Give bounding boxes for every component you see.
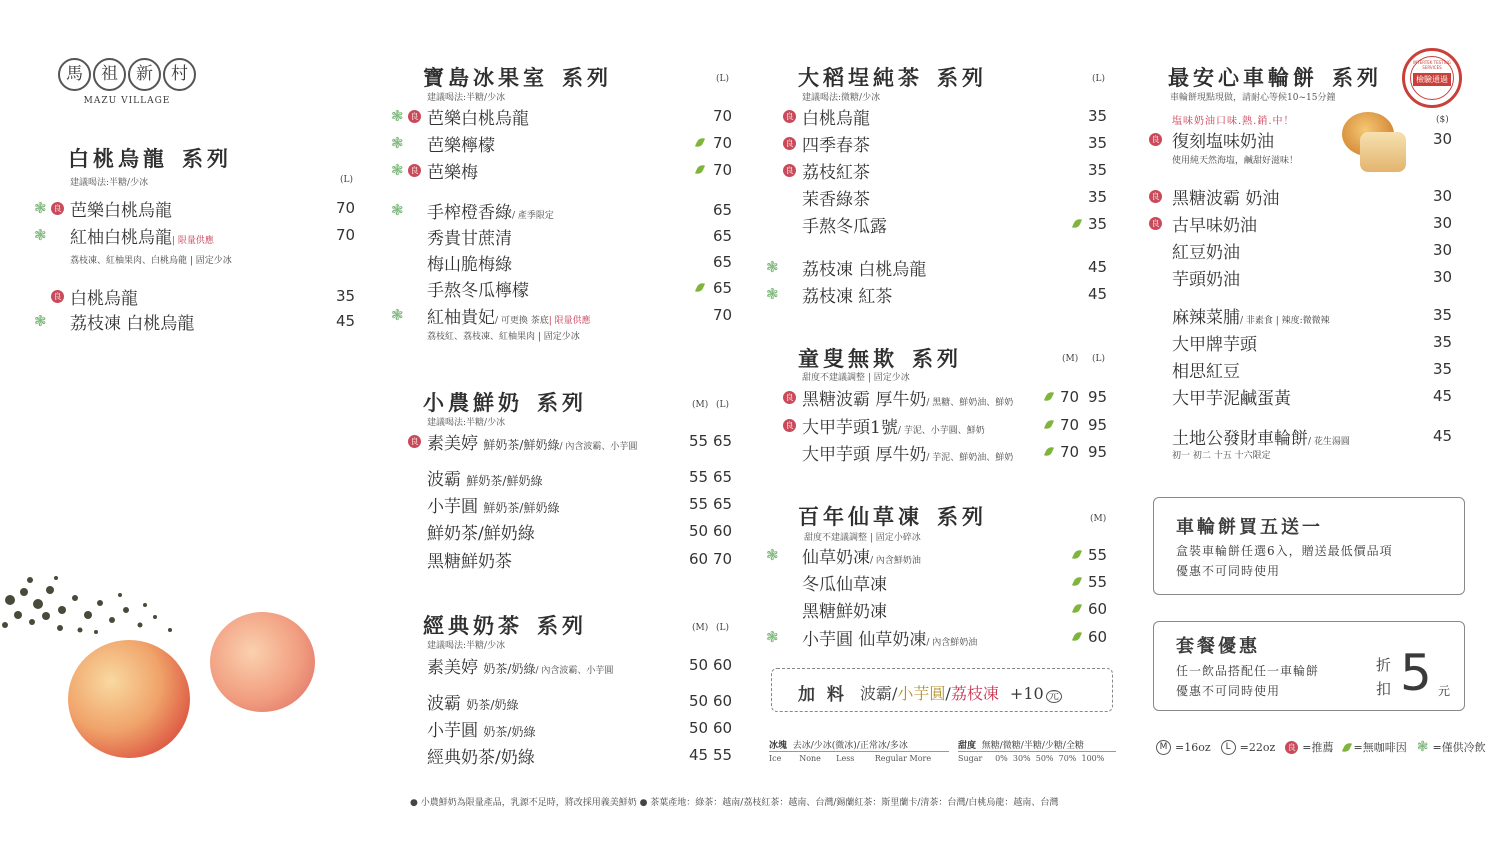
addon-item: 荔枝凍 xyxy=(950,684,999,703)
menu-item: 良 復刻塩味奶油 30 xyxy=(1136,127,1466,151)
promo-title: 套餐優惠 xyxy=(1176,636,1260,657)
recommend-icon: 良 xyxy=(783,391,796,404)
menu-item: 黑糖鮮奶茶 60 70 xyxy=(427,550,733,572)
menu-item: 良 白桃烏龍 35 xyxy=(34,284,364,308)
promo-line: 優惠不可同時使用 xyxy=(1176,564,1281,578)
snowflake-icon: ❃ xyxy=(1416,739,1429,755)
menu-item: 黑糖鮮奶凍 60 xyxy=(802,600,1108,622)
menu-item: ❃ 手榨橙香綠/ 產季限定 65 xyxy=(391,201,733,223)
section-title: 寶島冰果室 系列 xyxy=(423,65,612,90)
menu-item: 麻辣菜脯/ 非素食 | 辣度:微微辣 35 xyxy=(1172,306,1453,328)
snowflake-icon: ❃ xyxy=(766,628,779,646)
size-l-icon: L xyxy=(1221,740,1236,755)
item-note: 初一 初二 十五 十六限定 xyxy=(1172,451,1271,461)
menu-item: ❃ 紅柚貴妃/ 可更換 茶底| 限量供應 70 xyxy=(391,306,733,328)
sugar-legend: 甜度 無糖/微糖/半糖/少糖/全糖 xyxy=(958,738,1116,752)
section-title: 白桃烏龍 系列 xyxy=(68,146,232,171)
menu-item: ❃ 小芋圓 仙草奶凍/ 內含鮮奶油 60 xyxy=(766,628,1108,650)
size-l-label: (L) xyxy=(716,623,729,633)
menu-item: ❃ 良 芭樂白桃烏龍 70 xyxy=(391,107,733,129)
snowflake-icon: ❃ xyxy=(34,199,47,217)
size-m-icon: M xyxy=(1156,740,1171,755)
leaf-icon xyxy=(1072,602,1082,615)
menu-item: 良 素美婷 鮮奶茶/鮮奶綠/ 內含波霸、小芋圓 55 65 xyxy=(391,429,741,453)
size-l-label: (L) xyxy=(1092,354,1105,364)
recommend-icon: 良 xyxy=(1149,190,1162,203)
recommend-icon: 良 xyxy=(1149,217,1162,230)
promo-red-text: 塩味奶油口味.熱.銷.中！ xyxy=(1172,116,1295,127)
size-m-label: (M) xyxy=(1062,354,1079,364)
logo-char: 馬 xyxy=(58,58,91,91)
logo-char: 新 xyxy=(128,58,161,91)
menu-item: 大甲牌芋頭 35 xyxy=(1172,333,1453,355)
size-label: (L) xyxy=(716,74,729,84)
snowflake-icon: ❃ xyxy=(34,226,47,244)
size-l-label: (L) xyxy=(716,400,729,410)
leaf-icon xyxy=(695,136,705,149)
recommend-icon: 良 xyxy=(1285,741,1298,754)
section-sub: 建議喝法:半糖/少冰 xyxy=(427,93,506,103)
promo-line: 優惠不可同時使用 xyxy=(1176,684,1281,698)
section-title: 百年仙草凍 系列 xyxy=(798,504,987,529)
recommend-icon: 良 xyxy=(1149,133,1162,146)
menu-item: ❃ 荔枝凍 紅茶 45 xyxy=(766,285,1108,307)
item-note: 荔枝紅、荔枝凍、紅柚果肉 | 固定少冰 xyxy=(427,332,580,342)
recommend-icon: 良 xyxy=(783,164,796,177)
snowflake-icon: ❃ xyxy=(766,258,779,276)
promo-title: 車輪餅買五送一 xyxy=(1176,517,1323,538)
recommend-icon: 良 xyxy=(783,137,796,150)
menu-item: ❃ 紅柚白桃烏龍| 限量供應 70 xyxy=(34,226,356,248)
addon-unit: 元 xyxy=(1046,690,1062,703)
recommend-icon: 良 xyxy=(783,110,796,123)
leaf-icon xyxy=(1044,418,1054,431)
menu-item: 芋頭奶油 30 xyxy=(1172,268,1453,290)
logo-char: 祖 xyxy=(93,58,126,91)
size-label: (L) xyxy=(1092,74,1105,84)
recommend-icon: 良 xyxy=(51,202,64,215)
snowflake-icon: ❃ xyxy=(391,201,404,219)
addon-item: 波霸 xyxy=(860,684,893,703)
item-note: 荔枝凍、紅柚果肉、白桃烏龍 | 固定少冰 xyxy=(70,256,232,266)
snowflake-icon: ❃ xyxy=(34,312,47,330)
ice-legend: 冰塊 去冰/少冰(微冰)/正常冰/多冰 xyxy=(769,738,949,752)
recommend-icon: 良 xyxy=(51,290,64,303)
snowflake-icon: ❃ xyxy=(766,546,779,564)
section-title: 大稻埕純茶 系列 xyxy=(798,65,987,90)
menu-item: 良 古早味奶油 30 xyxy=(1136,211,1466,235)
size-m-label: (M) xyxy=(692,623,709,633)
menu-item: 波霸 鮮奶茶/鮮奶綠 55 65 xyxy=(427,468,733,490)
section-title: 最安心車輪餅 系列 xyxy=(1168,65,1382,90)
menu-item: 良 四季春茶 35 xyxy=(766,131,1116,155)
section-sub: 建議喝法:微糖/少冰 xyxy=(802,93,881,103)
menu-item: ❃ 荔枝凍 白桃烏龍 45 xyxy=(766,258,1108,280)
addon-item: 小芋圓 xyxy=(897,684,946,703)
sugar-legend-en: Sugar 0% 30% 50% 70% 100% xyxy=(958,754,1105,763)
section-sub: 車輪餅現點現做，請耐心等候10~15分鐘 xyxy=(1170,93,1336,103)
snowflake-icon: ❃ xyxy=(391,306,404,324)
menu-item: 小芋圓 奶茶/奶綠 50 60 xyxy=(427,719,733,741)
menu-item: 梅山脆梅綠 65 xyxy=(427,253,733,275)
logo xyxy=(58,58,196,106)
menu-item: 冬瓜仙草凍 55 xyxy=(802,573,1108,595)
leaf-icon xyxy=(1072,575,1082,588)
leaf-icon xyxy=(695,163,705,176)
menu-item: ❃ 荔枝凍 白桃烏龍 45 xyxy=(34,312,356,334)
leaf-icon xyxy=(1072,630,1082,643)
recommend-icon: 良 xyxy=(783,419,796,432)
discount-kou: 扣 xyxy=(1376,680,1392,698)
leaf-icon xyxy=(1072,548,1082,561)
menu-item: 相思紅豆 35 xyxy=(1172,360,1453,382)
section-title: 小農鮮奶 系列 xyxy=(423,390,587,415)
section-sub: 甜度不建議調整 | 固定少冰 xyxy=(802,373,910,383)
section-title: 童叟無欺 系列 xyxy=(798,346,962,371)
menu-item: 秀貴甘蔗清 65 xyxy=(427,227,733,249)
section-title: 經典奶茶 系列 xyxy=(423,613,587,638)
snowflake-icon: ❃ xyxy=(391,161,404,179)
snowflake-icon: ❃ xyxy=(391,107,404,125)
snowflake-icon: ❃ xyxy=(391,134,404,152)
menu-item: 茉香綠茶 35 xyxy=(802,188,1108,210)
size-label: (L) xyxy=(340,175,353,185)
section-sub: 建議喝法:半糖/少冰 xyxy=(70,178,149,188)
ice-legend-en: Ice None Less Regular More xyxy=(769,754,932,763)
size-m-label: (M) xyxy=(692,400,709,410)
menu-item: 良 大甲芋頭1號/ 芋泥、小芋圓、鮮奶 70 95 xyxy=(766,413,1116,437)
promo-line: 任一飲品搭配任一車輪餅 xyxy=(1176,664,1320,678)
menu-item: 紅豆奶油 30 xyxy=(1172,241,1453,263)
recommend-icon: 良 xyxy=(408,110,421,123)
section-sub: 建議喝法:半糖/少冰 xyxy=(427,418,506,428)
symbol-legend: M =16oz L =22oz 良 =推薦 =無咖啡因 ❃ =僅供冷飲 xyxy=(1156,739,1486,755)
item-note: 使用純天然海塩，鹹甜好滋味！ xyxy=(1172,156,1299,166)
menu-item: 大甲芋頭 厚牛奶/ 芋泥、鮮奶油、鮮奶 70 95 xyxy=(802,443,1108,465)
recommend-icon: 良 xyxy=(408,435,421,448)
promo-box-combo xyxy=(1153,621,1465,711)
menu-item: ❃ 芭樂檸檬 70 xyxy=(391,134,733,156)
menu-item: 良 黑糖波霸 奶油 30 xyxy=(1136,184,1466,208)
section-sub: 甜度不建議調整 | 固定小碎冰 xyxy=(804,533,921,543)
promo-box-buy5 xyxy=(1153,497,1465,595)
addon-price: +10 xyxy=(1009,684,1044,703)
menu-item: 經典奶茶/奶綠 45 55 xyxy=(427,746,733,768)
peach-image xyxy=(68,640,190,758)
menu-item: 良 荔枝紅茶 35 xyxy=(766,158,1116,182)
leaf-icon xyxy=(1072,217,1082,230)
menu-item: 素美婷 奶茶/奶綠/ 內含波霸、小芋圓 50 60 xyxy=(427,656,733,678)
leaf-icon xyxy=(1341,741,1351,754)
peach-image xyxy=(210,612,315,712)
size-m-label: (M) xyxy=(1090,514,1107,524)
menu-item: 良 白桃烏龍 35 xyxy=(766,104,1116,128)
addon-box: 加 料 波霸/小芋圓/荔枝凍 +10 元 xyxy=(771,668,1113,712)
discount-zhe: 折 xyxy=(1376,656,1392,674)
menu-item: ❃ 良 芭樂梅 70 xyxy=(391,161,733,183)
discount-unit: 元 xyxy=(1438,684,1451,698)
menu-item: 土地公發財車輪餅/ 花生湯圓 45 xyxy=(1172,427,1453,449)
leaf-icon xyxy=(1044,390,1054,403)
logo-en: MAZU VILLAGE xyxy=(83,96,171,106)
inspection-stamp: INTERTEK TESTING SERVICES 檢驗通過 xyxy=(1402,48,1462,108)
menu-item: 大甲芋泥鹹蛋黃 45 xyxy=(1172,387,1453,409)
leaf-icon xyxy=(695,281,705,294)
section-sub: 建議喝法:半糖/少冰 xyxy=(427,641,506,651)
snowflake-icon: ❃ xyxy=(766,285,779,303)
leaf-icon xyxy=(1044,445,1054,458)
menu-item: 手熬冬瓜檸檬 65 xyxy=(427,279,733,301)
menu-item: ❃ 仙草奶凍/ 內含鮮奶油 55 xyxy=(766,546,1108,568)
addon-label: 加 料 xyxy=(798,685,847,705)
size-label: ($) xyxy=(1436,115,1449,125)
menu-item: 手熬冬瓜露 35 xyxy=(802,215,1108,237)
discount-amount: 5 xyxy=(1400,644,1432,702)
menu-item: ❃ 良 芭樂白桃烏龍 70 xyxy=(34,199,356,221)
footnote: ● 小農鮮奶為限量產品，乳源不足時，將改採用義美鮮奶 ● 茶葉產地：綠茶：越南/荔枝紅茶：越南、台灣/錫蘭紅茶：斯里蘭卡/清茶：台灣/白桃烏龍：越南、台灣 xyxy=(410,798,1059,808)
promo-line: 盒裝車輪餅任選6入，贈送最低價品項 xyxy=(1176,544,1393,558)
menu-item: 良 黑糖波霸 厚牛奶/ 黑糖、鮮奶油、鮮奶 70 95 xyxy=(766,385,1116,409)
menu-item: 波霸 奶茶/奶綠 50 60 xyxy=(427,692,733,714)
recommend-icon: 良 xyxy=(408,164,421,177)
logo-char: 村 xyxy=(163,58,196,91)
menu-item: 鮮奶茶/鮮奶綠 50 60 xyxy=(427,522,733,544)
menu-item: 小芋圓 鮮奶茶/鮮奶綠 55 65 xyxy=(427,495,733,517)
